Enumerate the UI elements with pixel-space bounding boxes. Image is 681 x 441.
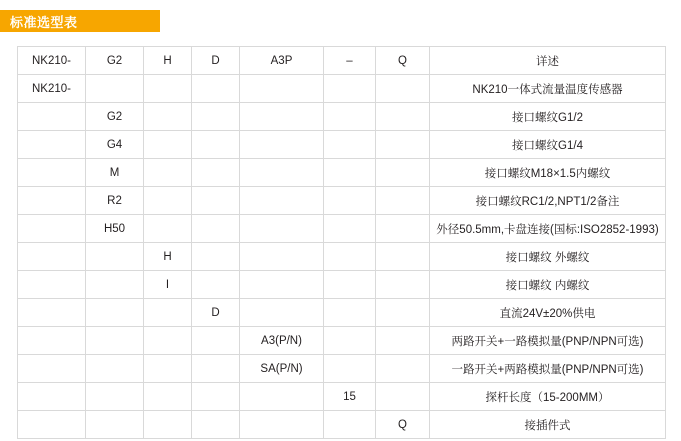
cell-model: NK210- <box>18 75 86 103</box>
cell-connector <box>376 355 430 383</box>
cell-description: 接插件式 <box>430 411 666 439</box>
cell-thread-type <box>144 103 192 131</box>
cell-thread-type <box>144 355 192 383</box>
cell-thread-type <box>144 187 192 215</box>
cell-thread <box>86 411 144 439</box>
cell-description: 接口螺纹G1/2 <box>430 103 666 131</box>
column-header: G2 <box>86 47 144 75</box>
cell-description: 直流24V±20%供电 <box>430 299 666 327</box>
cell-thread-type <box>144 75 192 103</box>
table-row <box>18 243 666 271</box>
cell-output: A3(P/N) <box>240 327 324 355</box>
cell-model <box>18 187 86 215</box>
table-row <box>18 103 666 131</box>
cell-power <box>192 383 240 411</box>
cell-probe-length <box>324 327 376 355</box>
cell-thread <box>86 327 144 355</box>
cell-connector <box>376 271 430 299</box>
cell-thread-type: I <box>144 271 192 299</box>
cell-output <box>240 411 324 439</box>
cell-connector <box>376 327 430 355</box>
cell-output <box>240 103 324 131</box>
cell-thread-type <box>144 159 192 187</box>
cell-output <box>240 131 324 159</box>
column-header: – <box>324 47 376 75</box>
cell-thread <box>86 271 144 299</box>
cell-description: 接口螺纹 外螺纹 <box>430 243 666 271</box>
cell-description: 接口螺纹G1/4 <box>430 131 666 159</box>
table-row <box>18 271 666 299</box>
cell-probe-length <box>324 215 376 243</box>
cell-output <box>240 383 324 411</box>
cell-description: NK210一体式流量温度传感器 <box>430 75 666 103</box>
column-header: Q <box>376 47 430 75</box>
cell-thread <box>86 243 144 271</box>
cell-model <box>18 131 86 159</box>
cell-power <box>192 355 240 383</box>
page-title: 标准选型表 <box>10 14 78 30</box>
section-title-bar <box>0 10 160 32</box>
cell-thread <box>86 355 144 383</box>
table-row <box>18 327 666 355</box>
table-row <box>18 299 666 327</box>
table-row <box>18 75 666 103</box>
cell-output <box>240 299 324 327</box>
cell-model <box>18 271 86 299</box>
cell-output <box>240 159 324 187</box>
cell-description: 接口螺纹RC1/2,NPT1/2备注 <box>430 187 666 215</box>
cell-probe-length <box>324 243 376 271</box>
cell-power <box>192 411 240 439</box>
cell-power <box>192 131 240 159</box>
column-header: H <box>144 47 192 75</box>
cell-thread-type: H <box>144 243 192 271</box>
cell-connector <box>376 243 430 271</box>
cell-output <box>240 243 324 271</box>
cell-thread: M <box>86 159 144 187</box>
cell-power: D <box>192 299 240 327</box>
cell-model <box>18 327 86 355</box>
cell-thread: G2 <box>86 103 144 131</box>
cell-description: 探杆长度（15-200MM） <box>430 383 666 411</box>
cell-connector <box>376 103 430 131</box>
cell-model <box>18 299 86 327</box>
cell-output: SA(P/N) <box>240 355 324 383</box>
cell-thread-type <box>144 411 192 439</box>
column-header: NK210- <box>18 47 86 75</box>
cell-output <box>240 187 324 215</box>
spec-table-container <box>17 46 665 439</box>
table-row <box>18 411 666 439</box>
cell-thread: G4 <box>86 131 144 159</box>
cell-thread-type <box>144 383 192 411</box>
cell-description: 接口螺纹M18×1.5内螺纹 <box>430 159 666 187</box>
cell-power <box>192 187 240 215</box>
table-row <box>18 355 666 383</box>
cell-model <box>18 411 86 439</box>
cell-connector <box>376 215 430 243</box>
column-header: A3P <box>240 47 324 75</box>
cell-connector <box>376 75 430 103</box>
cell-thread: H50 <box>86 215 144 243</box>
cell-probe-length <box>324 271 376 299</box>
cell-connector <box>376 159 430 187</box>
cell-power <box>192 271 240 299</box>
cell-connector <box>376 383 430 411</box>
table-row <box>18 383 666 411</box>
cell-probe-length <box>324 75 376 103</box>
cell-probe-length <box>324 355 376 383</box>
cell-probe-length <box>324 103 376 131</box>
cell-power <box>192 327 240 355</box>
cell-thread <box>86 75 144 103</box>
cell-thread-type <box>144 215 192 243</box>
cell-probe-length <box>324 411 376 439</box>
cell-thread: R2 <box>86 187 144 215</box>
spec-table <box>17 46 666 439</box>
cell-description: 外径50.5mm,卡盘连接(国标:ISO2852-1993) <box>430 215 666 243</box>
cell-power <box>192 243 240 271</box>
cell-model <box>18 103 86 131</box>
cell-thread-type <box>144 131 192 159</box>
cell-description: 接口螺纹 内螺纹 <box>430 271 666 299</box>
cell-model <box>18 355 86 383</box>
cell-model <box>18 383 86 411</box>
table-row <box>18 131 666 159</box>
cell-output <box>240 271 324 299</box>
cell-output <box>240 215 324 243</box>
cell-power <box>192 215 240 243</box>
cell-thread-type <box>144 327 192 355</box>
cell-connector <box>376 131 430 159</box>
column-header: D <box>192 47 240 75</box>
cell-output <box>240 75 324 103</box>
cell-connector <box>376 187 430 215</box>
cell-probe-length: 15 <box>324 383 376 411</box>
cell-probe-length <box>324 299 376 327</box>
table-row <box>18 215 666 243</box>
cell-description: 两路开关+一路模拟量(PNP/NPN可选) <box>430 327 666 355</box>
table-row <box>18 187 666 215</box>
cell-probe-length <box>324 131 376 159</box>
cell-thread-type <box>144 299 192 327</box>
cell-model <box>18 215 86 243</box>
cell-thread <box>86 383 144 411</box>
column-header: 详述 <box>430 47 666 75</box>
cell-probe-length <box>324 187 376 215</box>
cell-model <box>18 243 86 271</box>
cell-connector <box>376 299 430 327</box>
cell-power <box>192 75 240 103</box>
table-header-row <box>18 47 666 75</box>
cell-model <box>18 159 86 187</box>
cell-thread <box>86 299 144 327</box>
table-row <box>18 159 666 187</box>
cell-probe-length <box>324 159 376 187</box>
cell-description: 一路开关+两路模拟量(PNP/NPN可选) <box>430 355 666 383</box>
cell-connector: Q <box>376 411 430 439</box>
cell-power <box>192 103 240 131</box>
cell-power <box>192 159 240 187</box>
